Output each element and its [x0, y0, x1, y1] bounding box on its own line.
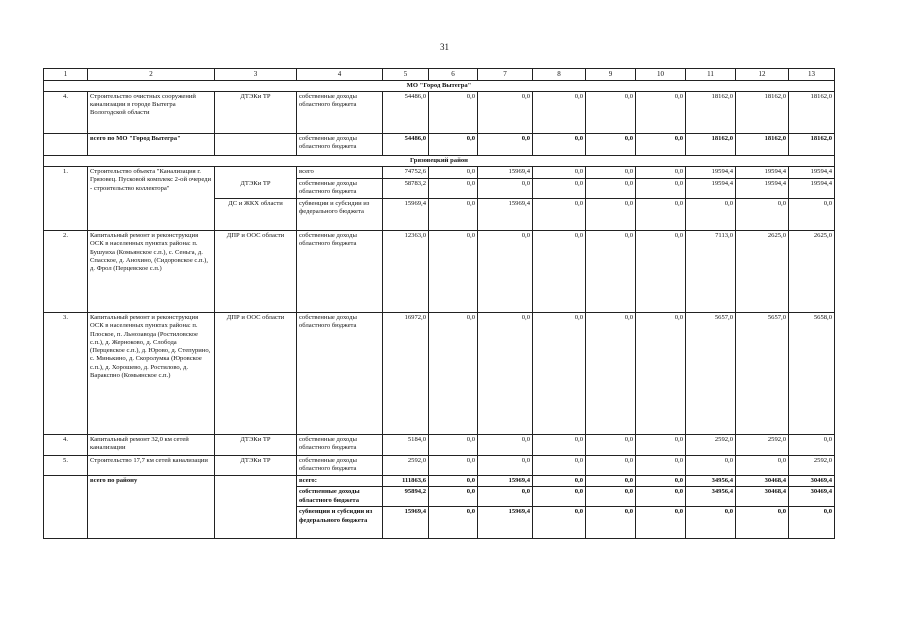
value-cell: 0,0 — [533, 435, 586, 456]
value-cell: 30468,4 — [736, 476, 789, 487]
row-number — [44, 476, 88, 539]
value-cell: 30469,4 — [789, 487, 835, 507]
value-cell: 0,0 — [586, 231, 636, 313]
value-cell: 0,0 — [429, 199, 478, 231]
value-cell: 0,0 — [636, 507, 686, 539]
value-cell: 58783,2 — [383, 179, 429, 199]
page-number: 31 — [440, 42, 449, 52]
value-cell: 0,0 — [429, 91, 478, 133]
value-cell: 30469,4 — [789, 476, 835, 487]
value-cell: 0,0 — [533, 133, 586, 155]
header-cell: 3 — [215, 69, 297, 81]
value-cell: 15969,4 — [478, 167, 533, 179]
responsible-org — [215, 133, 297, 155]
total-label: всего по району — [88, 476, 215, 539]
value-cell: 19594,4 — [736, 179, 789, 199]
responsible-org: ДТЭКи ТР — [215, 179, 297, 199]
header-cell: 5 — [383, 69, 429, 81]
funding-source: всего — [297, 167, 383, 179]
value-cell: 2625,0 — [789, 231, 835, 313]
responsible-org: ДПР и ООС области — [215, 313, 297, 435]
value-cell: 0,0 — [636, 199, 686, 231]
value-cell: 0,0 — [736, 507, 789, 539]
row-number: 4. — [44, 91, 88, 133]
value-cell: 0,0 — [636, 167, 686, 179]
value-cell: 2625,0 — [736, 231, 789, 313]
value-cell: 2592,0 — [789, 456, 835, 476]
value-cell: 0,0 — [636, 435, 686, 456]
table-row — [44, 313, 835, 435]
value-cell: 15969,4 — [478, 476, 533, 487]
value-cell: 0,0 — [429, 476, 478, 487]
value-cell: 0,0 — [636, 313, 686, 435]
value-cell: 0,0 — [478, 435, 533, 456]
header-cell: 13 — [789, 69, 835, 81]
row-number: 3. — [44, 313, 88, 435]
header-cell: 7 — [478, 69, 533, 81]
value-cell: 0,0 — [478, 456, 533, 476]
value-cell: 0,0 — [533, 507, 586, 539]
value-cell: 0,0 — [586, 435, 636, 456]
value-cell: 54486,0 — [383, 133, 429, 155]
value-cell: 0,0 — [533, 91, 586, 133]
value-cell: 0,0 — [478, 91, 533, 133]
value-cell: 19594,4 — [789, 167, 835, 179]
header-cell: 4 — [297, 69, 383, 81]
funding-source: собственные доходы областного бюджета — [297, 487, 383, 507]
value-cell: 0,0 — [533, 487, 586, 507]
value-cell: 0,0 — [789, 199, 835, 231]
value-cell: 12363,0 — [383, 231, 429, 313]
value-cell: 34956,4 — [686, 487, 736, 507]
row-number: 2. — [44, 231, 88, 313]
value-cell: 0,0 — [586, 487, 636, 507]
table-row — [44, 456, 835, 476]
table-row — [44, 231, 835, 313]
object-name: Строительство 17,7 км сетей канализации — [88, 456, 215, 476]
value-cell: 5657,0 — [736, 313, 789, 435]
value-cell: 18162,0 — [736, 91, 789, 133]
value-cell: 0,0 — [533, 476, 586, 487]
value-cell: 18162,0 — [686, 133, 736, 155]
value-cell: 0,0 — [533, 456, 586, 476]
value-cell: 0,0 — [636, 231, 686, 313]
object-name: Капитальный ремонт и реконструкция ОСК в населенных пунктах района: п. Плоское, п. Льнозавода (Ростиловское с.п.), д. Жерноково, д. Слобода (Перцевское с.п.), д. Юрово, д. Степурино, с. Минькино, д. Скоролумка (Юровское с.п.), д. Хорошево, д. Ростилово, д. Варакспно (Комьянское с.п.) — [88, 313, 215, 435]
value-cell: 0,0 — [586, 199, 636, 231]
responsible-org: ДТЭКи ТР — [215, 456, 297, 476]
section-title-vytegra: МО "Город Вытегра" — [44, 80, 835, 91]
value-cell: 18162,0 — [686, 91, 736, 133]
value-cell: 0,0 — [478, 313, 533, 435]
value-cell: 5658,0 — [789, 313, 835, 435]
value-cell: 0,0 — [429, 133, 478, 155]
header-row — [44, 69, 835, 81]
value-cell: 18162,0 — [789, 133, 835, 155]
object-name: Капитальный ремонт и реконструкция ОСК в населенных пунктах района: п. Бушуиха (Комьянское с.п.), с. Сеньга, д. Спасское, д. Анохино, (Сидоровское с.п.), д. Фрол (Перцевское с.п.) — [88, 231, 215, 313]
value-cell: 18162,0 — [736, 133, 789, 155]
header-cell: 9 — [586, 69, 636, 81]
total-row — [44, 133, 835, 155]
value-cell: 0,0 — [429, 507, 478, 539]
funding-source: субвенции и субсидии из федерального бюджета — [297, 507, 383, 539]
value-cell: 0,0 — [586, 507, 636, 539]
object-name: Строительство объекта "Канализация г. Грязовец. Пусковой комплекс 2-ой очереди - строительство коллектора" — [88, 167, 215, 231]
value-cell: 30468,4 — [736, 487, 789, 507]
value-cell: 0,0 — [636, 133, 686, 155]
value-cell: 2592,0 — [736, 435, 789, 456]
value-cell: 0,0 — [478, 231, 533, 313]
value-cell: 18162,0 — [789, 91, 835, 133]
value-cell: 34956,4 — [686, 476, 736, 487]
funding-source: собственные доходы областного бюджета — [297, 313, 383, 435]
value-cell: 19594,4 — [736, 167, 789, 179]
value-cell: 2592,0 — [383, 456, 429, 476]
value-cell: 0,0 — [636, 487, 686, 507]
header-cell: 12 — [736, 69, 789, 81]
value-cell: 19594,4 — [686, 167, 736, 179]
value-cell: 0,0 — [429, 313, 478, 435]
value-cell: 19594,4 — [789, 179, 835, 199]
value-cell: 0,0 — [586, 91, 636, 133]
value-cell: 2592,0 — [686, 435, 736, 456]
funding-source: всего: — [297, 476, 383, 487]
section-title-gryazovets: Грязовецкий район — [44, 155, 835, 166]
header-cell: 11 — [686, 69, 736, 81]
value-cell: 0,0 — [533, 231, 586, 313]
table-row — [44, 91, 835, 133]
value-cell: 0,0 — [586, 313, 636, 435]
funding-source: собственные доходы областного бюджета — [297, 231, 383, 313]
value-cell: 0,0 — [478, 133, 533, 155]
funding-source: собственные доходы областного бюджета — [297, 435, 383, 456]
funding-source: собственные доходы областного бюджета — [297, 91, 383, 133]
value-cell: 0,0 — [429, 487, 478, 507]
total-row — [44, 476, 835, 487]
funding-source: собственные доходы областного бюджета — [297, 179, 383, 199]
value-cell: 0,0 — [636, 179, 686, 199]
value-cell: 0,0 — [789, 435, 835, 456]
responsible-org: ДТЭКи ТР — [215, 435, 297, 456]
value-cell: 0,0 — [429, 179, 478, 199]
value-cell: 0,0 — [636, 456, 686, 476]
total-label: всего по МО "Город Вытегра" — [88, 133, 215, 155]
value-cell: 15969,4 — [478, 507, 533, 539]
value-cell: 0,0 — [478, 487, 533, 507]
value-cell: 0,0 — [429, 456, 478, 476]
value-cell: 0,0 — [686, 199, 736, 231]
value-cell: 15969,4 — [383, 507, 429, 539]
value-cell: 0,0 — [736, 456, 789, 476]
responsible-org — [215, 476, 297, 539]
value-cell: 15969,4 — [478, 199, 533, 231]
section-row — [44, 155, 835, 166]
value-cell: 54486,0 — [383, 91, 429, 133]
value-cell: 0,0 — [533, 313, 586, 435]
value-cell: 0,0 — [686, 456, 736, 476]
value-cell: 0,0 — [789, 507, 835, 539]
row-number: 5. — [44, 456, 88, 476]
value-cell: 0,0 — [533, 167, 586, 179]
value-cell: 0,0 — [586, 133, 636, 155]
funding-source: субвенции и субсидии из федерального бюджета — [297, 199, 383, 231]
header-cell: 8 — [533, 69, 586, 81]
value-cell: 15969,4 — [383, 199, 429, 231]
table-row — [44, 435, 835, 456]
value-cell: 0,0 — [586, 456, 636, 476]
value-cell: 19594,4 — [686, 179, 736, 199]
header-cell: 6 — [429, 69, 478, 81]
value-cell: 0,0 — [533, 199, 586, 231]
value-cell: 95894,2 — [383, 487, 429, 507]
funding-source: собственные доходы областного бюджета — [297, 456, 383, 476]
value-cell: 0,0 — [636, 476, 686, 487]
value-cell: 0,0 — [429, 231, 478, 313]
section-row — [44, 80, 835, 91]
value-cell: 0,0 — [736, 199, 789, 231]
header-cell: 1 — [44, 69, 88, 81]
row-number: 1. — [44, 167, 88, 231]
object-name: Капитальный ремонт 32,0 км сетей канализации — [88, 435, 215, 456]
row-number: 4. — [44, 435, 88, 456]
header-cell: 2 — [88, 69, 215, 81]
value-cell: 0,0 — [636, 91, 686, 133]
value-cell: 0,0 — [478, 179, 533, 199]
value-cell: 5657,0 — [686, 313, 736, 435]
header-cell: 10 — [636, 69, 686, 81]
value-cell: 111863,6 — [383, 476, 429, 487]
value-cell: 0,0 — [686, 507, 736, 539]
value-cell: 74752,6 — [383, 167, 429, 179]
responsible-org — [215, 167, 297, 179]
value-cell: 0,0 — [586, 179, 636, 199]
responsible-org: ДС и ЖКХ области — [215, 199, 297, 231]
value-cell: 0,0 — [586, 167, 636, 179]
value-cell: 0,0 — [533, 179, 586, 199]
budget-table — [43, 68, 835, 539]
responsible-org: ДПР и ООС области — [215, 231, 297, 313]
value-cell: 0,0 — [586, 476, 636, 487]
value-cell: 16972,0 — [383, 313, 429, 435]
funding-source: собственные доходы областного бюджета — [297, 133, 383, 155]
responsible-org: ДТЭКи ТР — [215, 91, 297, 133]
row-number — [44, 133, 88, 155]
table-row — [44, 167, 835, 179]
object-name: Строительство очистных сооружений канализации в городе Вытегра Вологодской области — [88, 91, 215, 133]
value-cell: 0,0 — [429, 435, 478, 456]
value-cell: 0,0 — [429, 167, 478, 179]
value-cell: 5184,0 — [383, 435, 429, 456]
value-cell: 7113,0 — [686, 231, 736, 313]
